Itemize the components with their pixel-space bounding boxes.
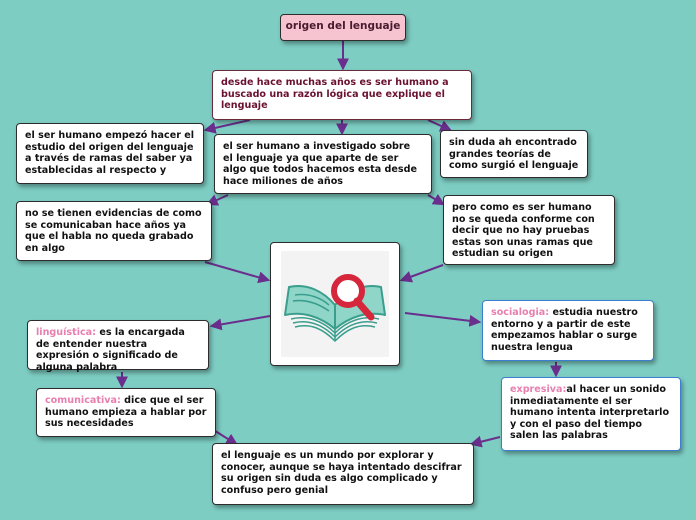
central-text: desde hace muchas años es ser humano a buscado una razón lógica que explique el lenguaje <box>221 77 449 111</box>
linguistica-label: linguística: <box>36 327 96 338</box>
central-image[interactable] <box>270 242 400 366</box>
node-evidencias-text: no se tienen evidencias de como se comunicaban hace años ya que el habla no queda grabado en algo <box>25 208 202 254</box>
link-evidencias-image <box>205 262 268 280</box>
node-teorias-text: sin duda ah encontrado grandes teorías de como surgió el lenguaje <box>449 137 579 171</box>
socialogia-text: estudia nuestro entorno y a partir de este empezamos hablar o surge nuestra lengua <box>491 307 638 353</box>
link-central-teorias <box>428 120 450 130</box>
node-empezo-text: el ser humano empezó hacer el estudio del origen del lenguaje a través de ramas del saber ya establecidas al respecto y <box>25 130 195 176</box>
title-text: origen del lenguaje <box>285 20 401 32</box>
link-conforme-image <box>402 265 443 280</box>
link-central-empezo <box>206 120 250 130</box>
node-evidencias[interactable] <box>16 201 212 261</box>
expresiva-text: al hacer un sonido inmediatamente el ser humano intenta interpretarlo y con el paso del tiempo salen las palabras <box>510 384 670 441</box>
book-magnifier-icon <box>271 243 399 365</box>
node-expresiva[interactable] <box>501 377 681 451</box>
comunicativa-text: dice que el ser humano empieza a hablar por sus necesidades <box>45 395 207 429</box>
node-conforme-text: pero como es ser humano no se queda conforme con decir que no hay pruebas estas son unas ramas que estudian su origen <box>452 202 595 259</box>
link-image-linguistica <box>212 316 270 326</box>
node-investigado-text: el ser humano a investigado sobre el lenguaje ya que aparte de ser algo que todos hacemos esta desde hace miliones de años <box>223 141 418 187</box>
node-empezo[interactable] <box>16 123 204 184</box>
node-conforme[interactable] <box>443 195 615 265</box>
node-socialogia[interactable] <box>482 300 654 361</box>
node-teorias[interactable] <box>440 130 588 178</box>
mundo-text: el lenguaje es un mundo por explorar y conocer, aunque se haya intentado descifrar su origen sin duda es algo complicado y confuso pero genial <box>221 450 462 496</box>
node-mundo[interactable] <box>212 443 474 505</box>
central-node[interactable] <box>212 70 472 120</box>
link-image-socialogia <box>405 313 479 322</box>
title-node[interactable] <box>280 14 406 41</box>
link-investigado-conforme <box>428 195 443 204</box>
node-comunicativa[interactable] <box>36 388 216 437</box>
node-investigado[interactable] <box>214 134 432 194</box>
link-expresiva-mundo <box>472 437 500 444</box>
socialogia-label: socialogia: <box>491 307 550 318</box>
expresiva-label: expresiva: <box>510 384 567 395</box>
linguistica-text: es la encargada de entender nuestra expresión o significado de alguna palabra <box>36 327 185 373</box>
node-linguistica[interactable] <box>27 320 209 373</box>
comunicativa-label: comunicativa: <box>45 395 121 406</box>
